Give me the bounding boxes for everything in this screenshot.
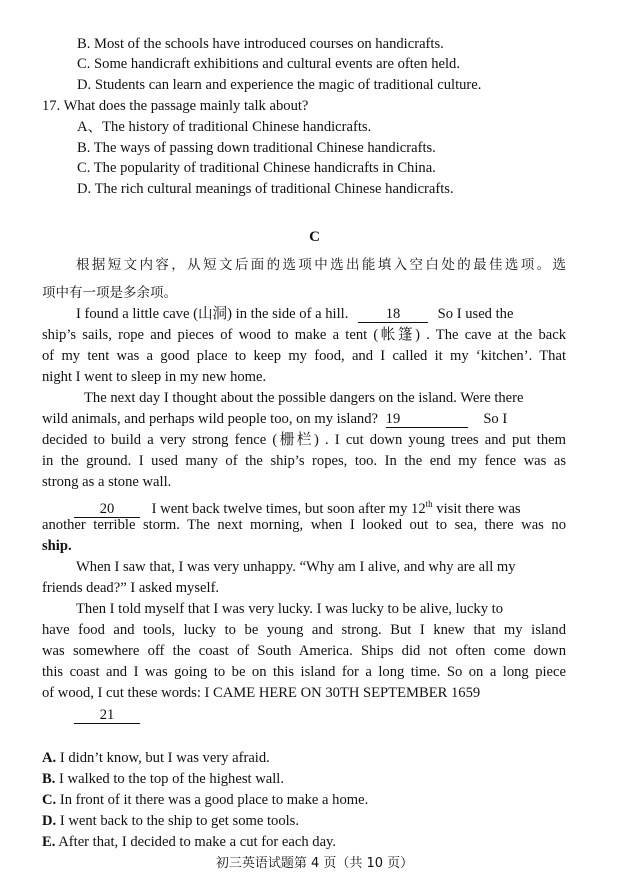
option-c[interactable]: C. In front of it there was a good place to make a home. (42, 792, 369, 808)
passage-p1-line2: ship’s sails, rope and pieces of wood to make a tent (帐篷) . The cave at the back (42, 327, 566, 343)
blank-21[interactable]: 21 (74, 707, 140, 724)
passage-p3-line2: another terrible storm. The next morning, when I looked out to sea, there was no (42, 517, 566, 533)
passage-p2-line5: strong as a stone wall. (42, 474, 172, 490)
passage-p2-line4: in the ground. I used many of the ship’s ropes, too. In the end my fence was as (42, 453, 566, 469)
passage-p5-line3: was somewhere off the coast of South America. Ships did not often come down (42, 643, 566, 659)
blank-19[interactable]: 19 (386, 411, 468, 428)
passage-p2-line1: The next day I thought about the possible dangers on the island. Were there (84, 390, 524, 406)
blank-18[interactable]: 18 (358, 306, 428, 323)
q16-option-b: B. Most of the schools have introduced courses on handicrafts. (77, 36, 444, 52)
passage-p3-line3: ship. (42, 538, 72, 554)
passage-p2-line3: decided to build a very strong fence (栅栏) . I cut down young trees and put them (42, 432, 566, 448)
section-c-instruction-line2: 项中有一项是多余项。 (42, 285, 177, 301)
q17-option-c: C. The popularity of traditional Chinese handicrafts in China. (77, 160, 436, 176)
passage-p4-line2: friends dead?” I asked myself. (42, 580, 220, 596)
q17-stem: 17. What does the passage mainly talk about? (42, 98, 309, 114)
passage-p4-line1: When I saw that, I was very unhappy. “Why am I alive, and why are all my (76, 559, 516, 575)
passage-p5-line2: have food and tools, lucky to be young and strong. But I knew that my island (42, 622, 566, 638)
passage-p2-line2: wild animals, and perhaps wild people too, on my island? 19 So I (42, 411, 508, 427)
option-d[interactable]: D. I went back to the ship to get some tools. (42, 813, 299, 829)
passage-p5-line5: of wood, I cut these words: I CAME HERE ON 30TH SEPTEMBER 1659 (42, 685, 481, 701)
q17-option-d: D. The rich cultural meanings of traditional Chinese handicrafts. (77, 181, 454, 197)
passage-p1-line3: of my tent was a good place to keep my food, and I called it my ‘kitchen’. That (42, 348, 566, 364)
q16-option-c: C. Some handicraft exhibitions and cultural events are often held. (77, 56, 460, 72)
page-footer: 初三英语试题第 4 页（共 10 页） (215, 856, 414, 871)
section-c-title: C (309, 229, 320, 245)
blank-20[interactable]: 20 (74, 501, 140, 518)
passage-p1-line4: night I went to sleep in my new home. (42, 369, 267, 385)
option-b[interactable]: B. I walked to the top of the highest wall. (42, 771, 284, 787)
option-a[interactable]: A. I didn’t know, but I was very afraid. (42, 750, 270, 766)
q16-option-d: D. Students can learn and experience the magic of traditional culture. (77, 77, 482, 93)
passage-p1-line1: I found a little cave (山洞) in the side of a hill. 18 So I used the (76, 306, 514, 322)
q17-option-a: A、The history of traditional Chinese handicrafts. (77, 119, 372, 135)
q17-option-b: B. The ways of passing down traditional Chinese handicrafts. (77, 140, 436, 156)
section-c-instruction-line1: 根据短文内容，从短文后面的选项中选出能填入空白处的最佳选项。选 (76, 257, 566, 273)
passage-p3-line1: 20 I went back twelve times, but soon after my 12th visit there was (74, 494, 521, 519)
passage-p5-line1: Then I told myself that I was very lucky. I was lucky to be alive, lucky to (76, 601, 504, 617)
passage-p5-line4: this coast and I was going to be on this island for a long time. So on a long piece (42, 664, 566, 680)
option-e[interactable]: E. After that, I decided to make a cut for each day. (42, 834, 337, 850)
passage-blank-21-line (74, 705, 140, 725)
